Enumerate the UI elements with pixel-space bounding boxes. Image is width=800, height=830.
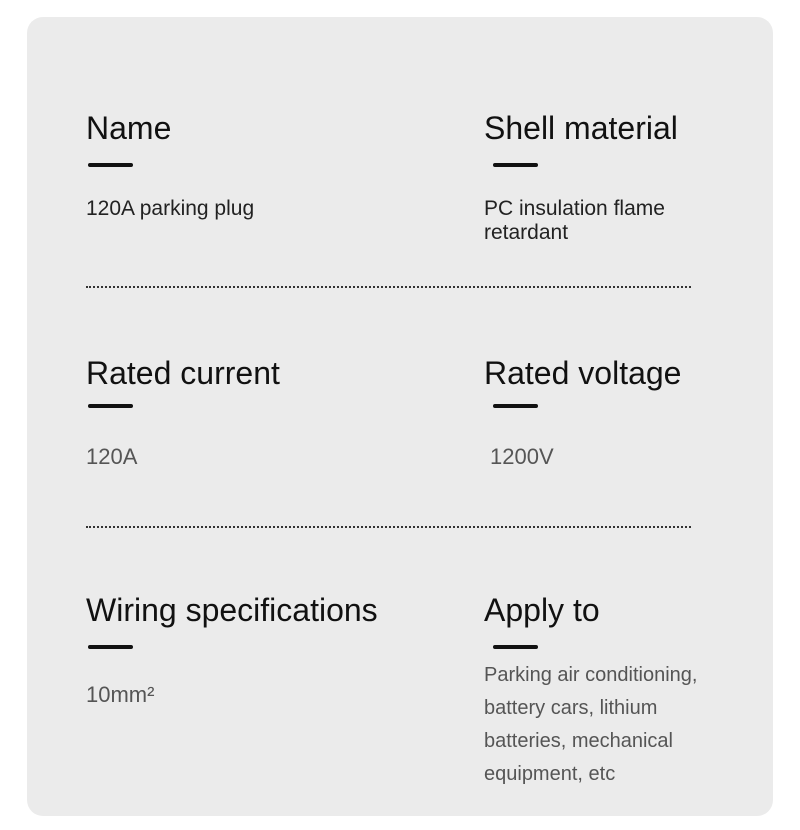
name-underline	[88, 163, 133, 167]
wiring-value: 10mm²	[86, 682, 155, 707]
shell-material-underline	[493, 163, 538, 167]
rated-current-underline	[88, 404, 133, 408]
divider	[86, 526, 691, 528]
name-value: 120A parking plug	[86, 197, 255, 220]
apply-to-underline	[493, 645, 538, 649]
divider	[86, 286, 691, 288]
rated-voltage-value: 1200V	[490, 444, 554, 469]
shell-material-value: PC insulation flame retardant	[484, 197, 665, 244]
apply-to-label: Apply to	[484, 592, 600, 628]
rated-voltage-underline	[493, 404, 538, 408]
wiring-underline	[88, 645, 133, 649]
rated-current-label: Rated current	[86, 355, 280, 391]
rated-voltage-label: Rated voltage	[484, 355, 682, 391]
name-label: Name	[86, 110, 172, 146]
shell-material-label: Shell material	[484, 110, 678, 146]
wiring-label: Wiring specifications	[86, 592, 378, 628]
rated-current-value: 120A	[86, 444, 138, 469]
apply-to-value: Parking air conditioning, battery cars, lithium batteries, mechanical equipment, etc	[484, 664, 698, 785]
